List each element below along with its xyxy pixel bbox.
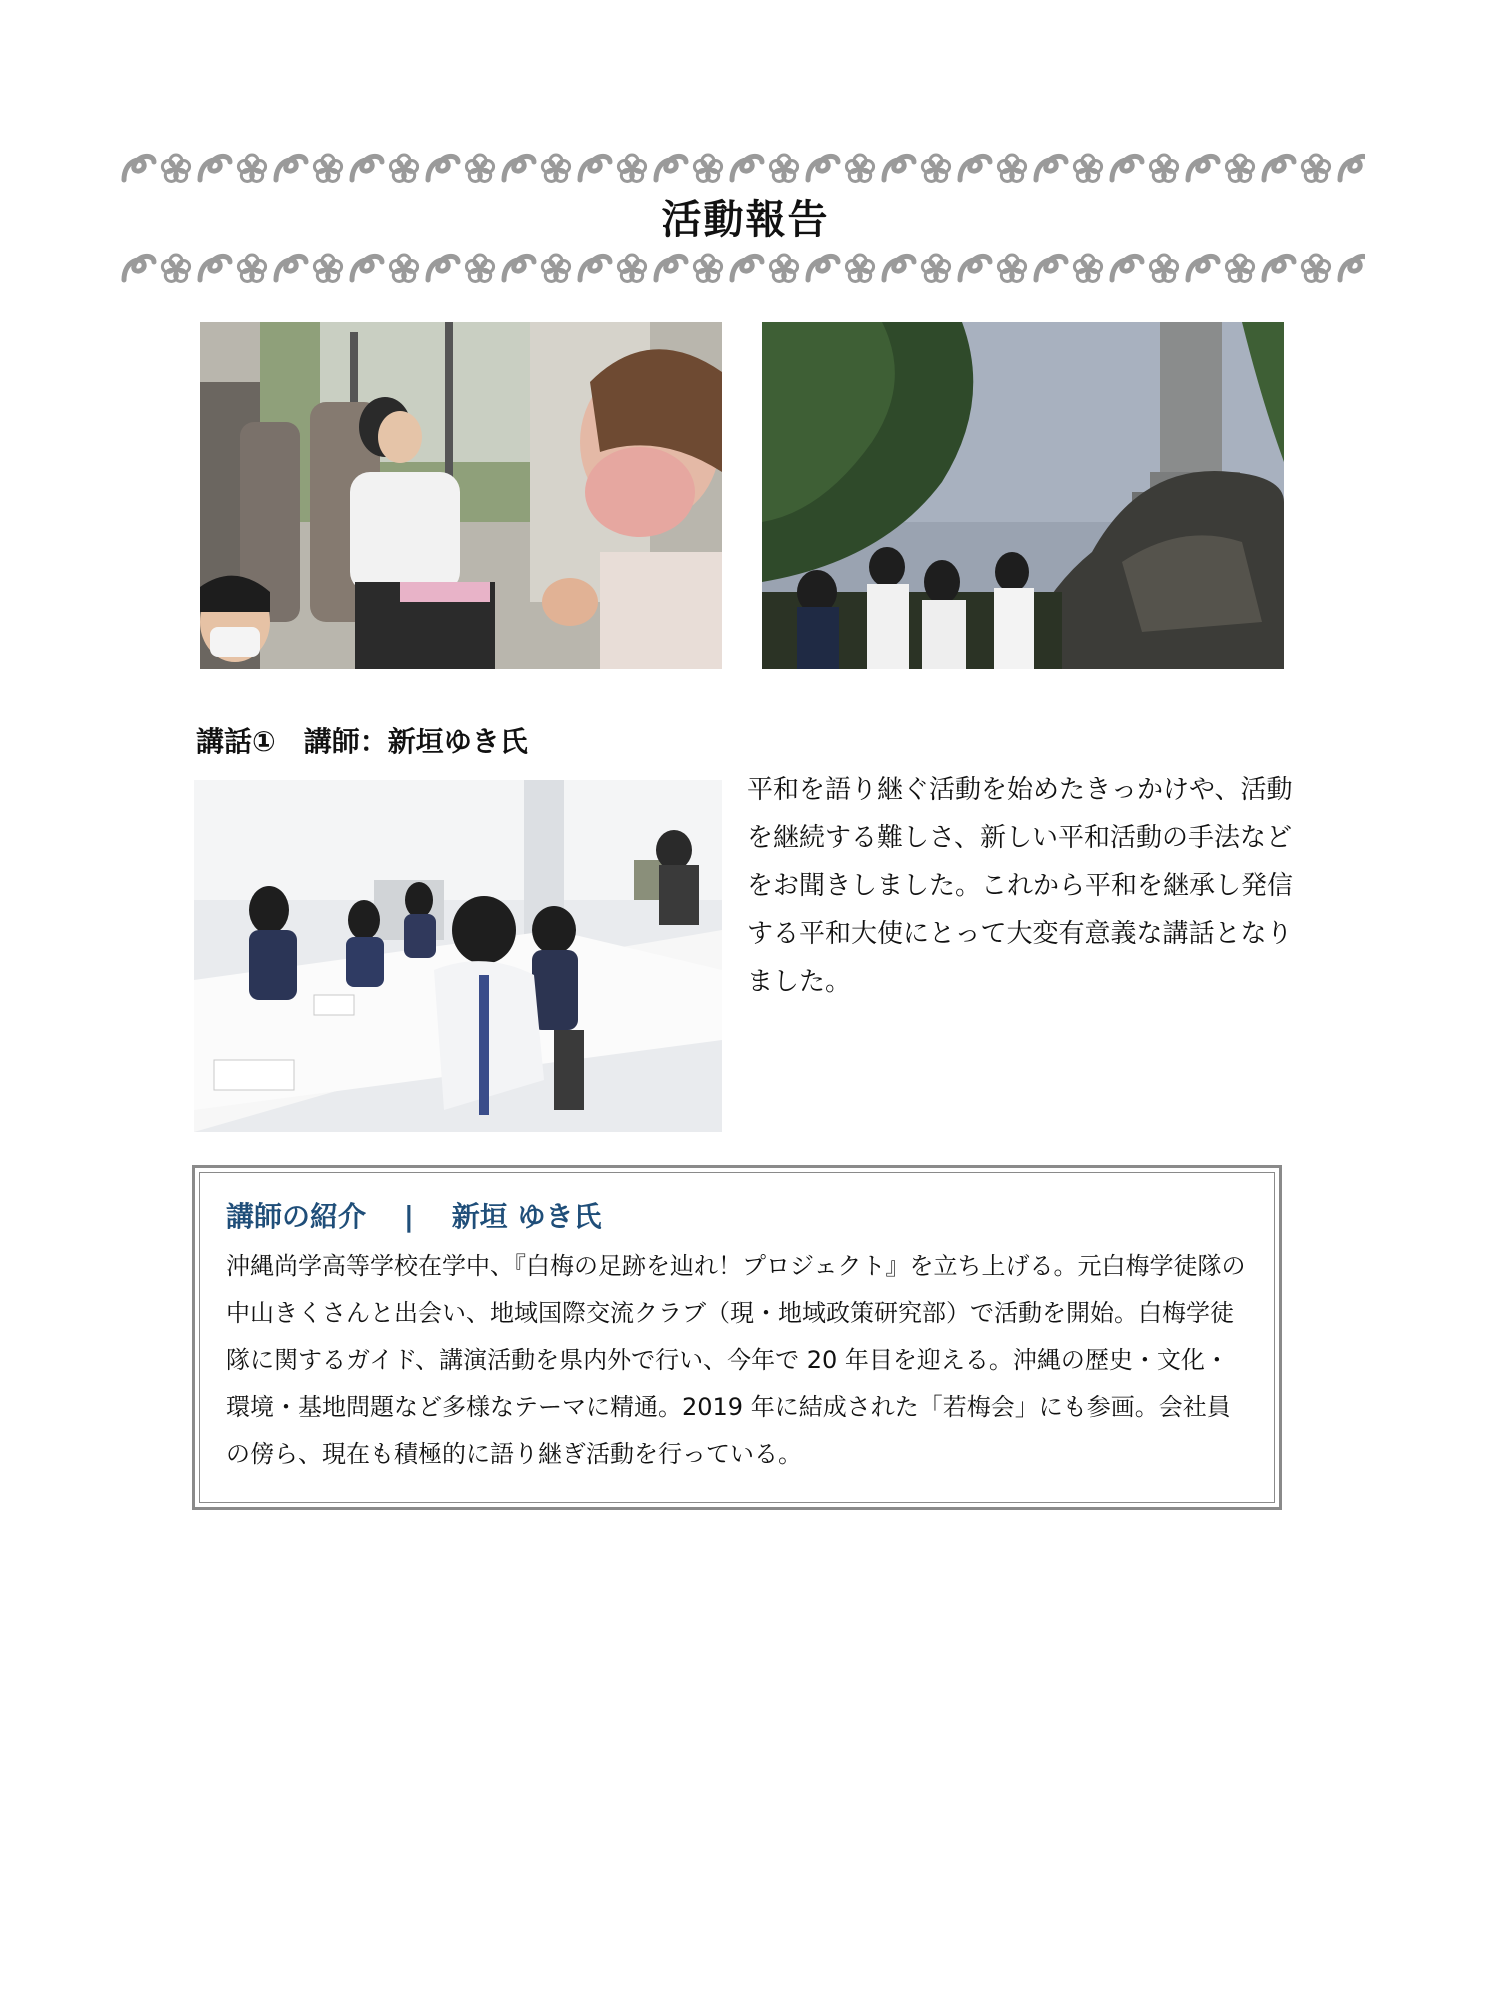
photo-monument-icon — [762, 322, 1284, 669]
lecture-description: 平和を語り継ぐ活動を始めたきっかけや、活動を継続する難しさ、新しい平和活動の手法などをお聞きしました。これから平和を継承し発信する平和大使にとって大変有意義な講話となりました。 — [747, 775, 1294, 997]
speaker-profile-text: 沖縄尚学高等学校在学中、『白梅の足跡を辿れ！プロジェクト』を立ち上げる。元白梅学徒隊の中山きくさんと出会い、地域国際交流クラブ（現・地域政策研究部）で活動を開始。白梅学徒隊に関するガイド、講演活動を県内外で行い、今年で 20 年目を迎える。沖縄の歴史・文化・環境・基地問題など多様なテーマに精通。2019 年に結成された「若梅会」にも参画。会社員の傍ら、現在も積極的に語り継ぎ活動を行っている。 — [226, 1252, 1246, 1468]
speaker-profile-inner — [199, 1172, 1275, 1503]
ornament-border-top — [120, 150, 1365, 188]
photo-bus-icon — [200, 322, 722, 669]
speaker-profile-title: 講師の紹介 | 新垣 ゆき氏 — [226, 1200, 602, 1233]
ornament-border-bottom — [120, 250, 1365, 288]
photo-bus-interior — [200, 322, 722, 669]
photo-room-icon — [194, 780, 722, 1132]
ornament-pattern-bottom — [120, 250, 1365, 288]
ornament-pattern-top — [120, 150, 1365, 188]
lecture-heading: 講話① 講師：新垣ゆき氏 — [196, 725, 528, 758]
photo-shiraume-monument — [762, 322, 1284, 669]
page-title: 活動報告 — [661, 197, 830, 243]
photo-lecture-room — [194, 780, 722, 1132]
speaker-profile-box — [192, 1165, 1282, 1510]
